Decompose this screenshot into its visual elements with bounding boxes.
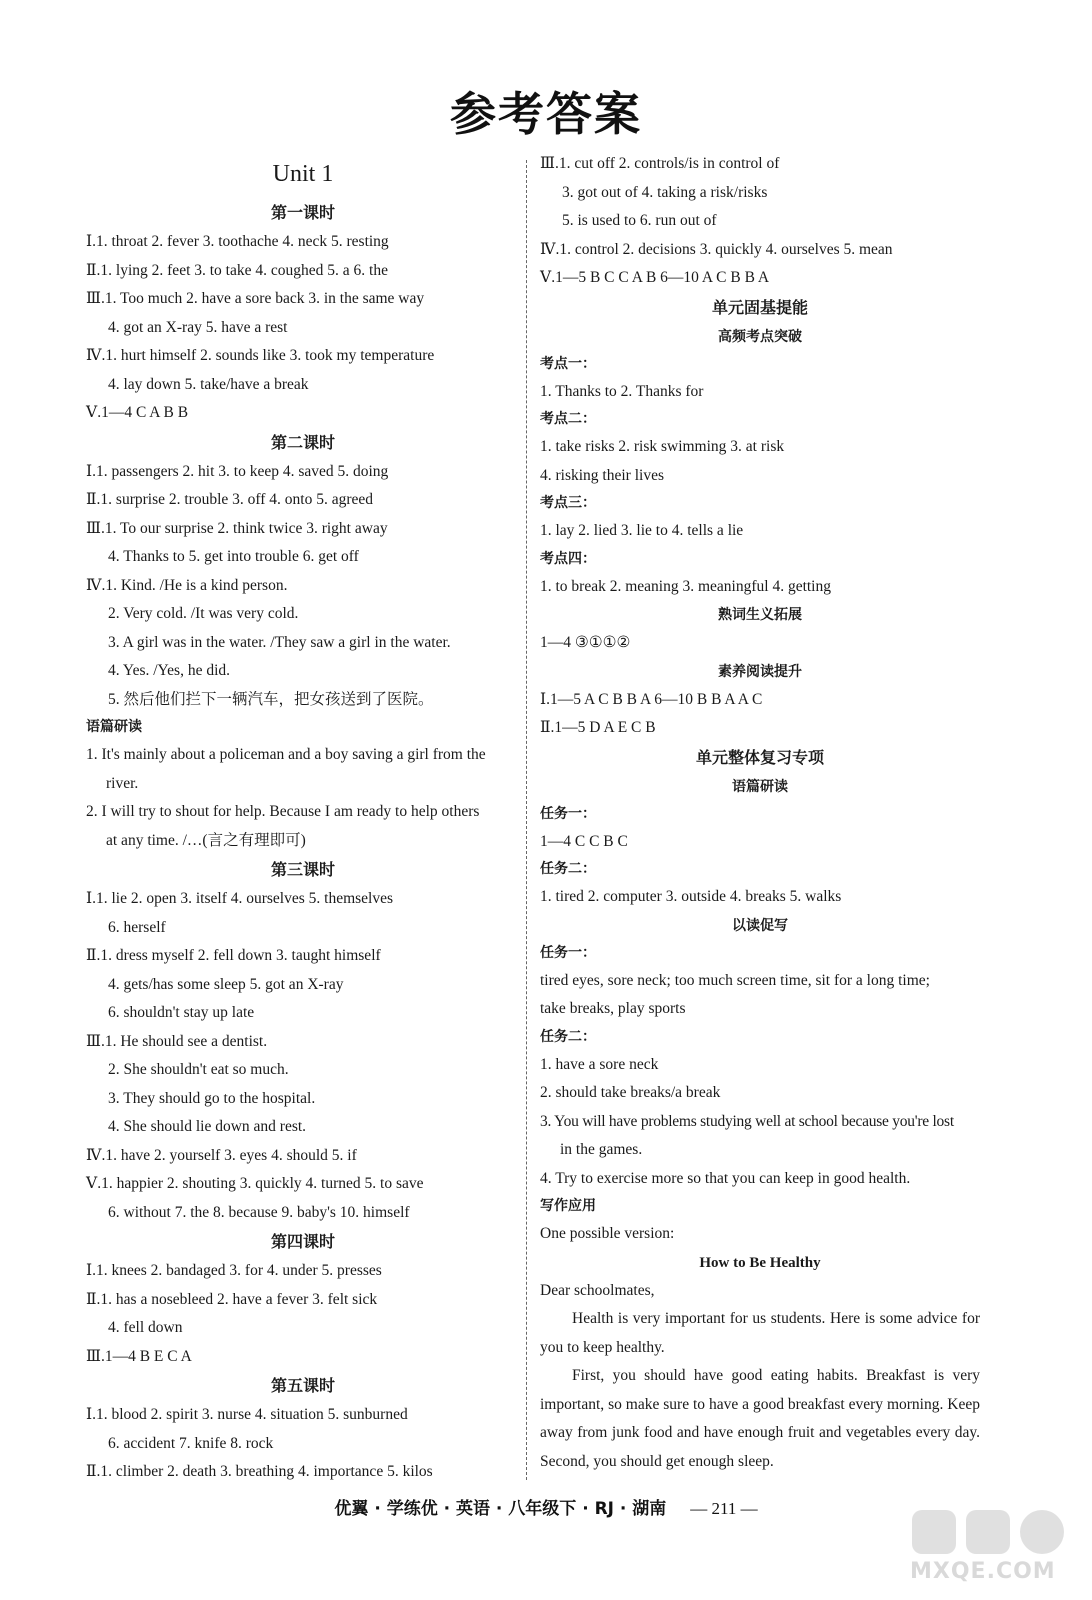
point-label: 考点二： <box>540 411 596 427</box>
task-label: 任务一： <box>540 944 596 961</box>
answer-line: 3. They should go to the hospital. <box>108 1089 316 1107</box>
answer-line: Ⅱ.1. has a nosebleed 2. have a fever 3. felt sick <box>86 1290 378 1308</box>
answer-line: Ⅰ.1. throat 2. fever 3. toothache 4. neck 5. resting <box>86 233 389 250</box>
answer-line: in the games. <box>560 1141 643 1158</box>
answer-line: 2. should take breaks/a break <box>540 1084 721 1101</box>
answer-line: 2. She shouldn't eat so much. <box>108 1061 289 1078</box>
essay-paragraph: First, you should have good eating habits. Breakfast is very important, so make sure to have a good breakfast every morning. Keep away from junk food and have enough fruit and vegetables every day. Second, you should get enough sleep. <box>540 1367 980 1470</box>
answer-line: 3. A girl was in the water. /They saw a girl in the water. <box>108 633 451 651</box>
essay-paragraph: Health is very important for us students. Here is some advice for you to keep healthy. <box>540 1310 980 1356</box>
answer-line: 4. risking their lives <box>540 466 664 484</box>
right-column <box>540 150 980 1476</box>
answer-line: 5. is used to 6. run out of <box>562 212 717 229</box>
literacy-heading: 素养阅读提升 <box>718 663 802 680</box>
unit-heading: Unit 1 <box>272 161 334 187</box>
task-label: 任务二： <box>540 861 596 877</box>
lesson-3-heading: 第三课时 <box>270 860 335 879</box>
answer-line: 6. herself <box>108 918 166 936</box>
frequent-points-heading: 高频考点突破 <box>718 328 802 345</box>
answer-line: 4. got an X-ray 5. have a rest <box>108 318 288 336</box>
essay-greeting: Dear schoolmates, <box>540 1281 655 1299</box>
task-label: 任务一： <box>540 805 596 822</box>
answer-line: 1. to break 2. meaning 3. meaningful 4. getting <box>540 577 831 595</box>
answer-line: Ⅲ.1. cut off 2. controls/is in control of <box>540 155 780 172</box>
unit-review-heading: 单元固基提能 <box>711 297 808 317</box>
answer-line: 4. Yes. /Yes, he did. <box>108 662 231 679</box>
answer-line: 1—4 C C B C <box>540 832 628 850</box>
answer-line: river. <box>106 774 139 792</box>
watermark <box>902 1504 1082 1586</box>
reading-heading: 语篇研读 <box>732 778 788 795</box>
lesson-2-heading: 第二课时 <box>270 432 335 452</box>
answer-line: Ⅱ.1. surprise 2. trouble 3. off 4. onto 5. agreed <box>86 491 374 508</box>
answer-line: take breaks, play sports <box>540 1000 686 1017</box>
answer-line: 1. Thanks to 2. Thanks for <box>540 382 704 400</box>
answer-line: Ⅰ.1. passengers 2. hit 3. to keep 4. saved 5. doing <box>86 462 389 480</box>
answer-line: 2. I will try to shout for help. Because I am ready to help others <box>86 803 480 820</box>
answer-line: 6. accident 7. knife 8. rock <box>108 1434 274 1452</box>
answer-line: tired eyes, sore neck; too much screen time, sit for a long time; <box>540 971 930 989</box>
version-label: One possible version: <box>540 1225 675 1242</box>
task-label: 任务二： <box>540 1028 596 1045</box>
answer-line: Ⅳ.1. hurt himself 2. sounds like 3. took my temperature <box>86 347 435 364</box>
answer-line: 4. fell down <box>108 1319 183 1336</box>
answer-line: 4. She should lie down and rest. <box>108 1118 307 1135</box>
unit-overall-review-heading: 单元整体复习专项 <box>695 747 824 767</box>
answer-line: 4. Try to exercise more so that you can keep in good health. <box>540 1169 911 1187</box>
writing-application-label: 写作应用 <box>540 1198 596 1214</box>
answer-line: Ⅴ.1—5 B C C A B 6—10 A C B B A <box>540 269 770 286</box>
point-label: 考点三： <box>540 495 596 511</box>
answer-line: 3. You will have problems studying well at school because you're lost <box>540 1112 954 1130</box>
answer-line: Ⅱ.1. climber 2. death 3. breathing 4. importance 5. kilos <box>86 1463 433 1480</box>
answer-line: 4. lay down 5. take/have a break <box>108 375 309 393</box>
answer-line: 6. without 7. the 8. because 9. baby's 10. himself <box>108 1203 410 1221</box>
essay-title: How to Be Healthy <box>699 1254 821 1271</box>
answer-line: 1. tired 2. computer 3. outside 4. breaks 5. walks <box>540 888 842 905</box>
answer-line: 1. take risks 2. risk swimming 3. at risk <box>540 438 785 455</box>
answer-line: 1. have a sore neck <box>540 1055 659 1073</box>
answer-line: 4. gets/has some sleep 5. got an X-ray <box>108 975 344 993</box>
answer-line: 6. shouldn't stay up late <box>108 1004 255 1021</box>
answer-line: Ⅰ.1. blood 2. spirit 3. nurse 4. situation 5. sunburned <box>86 1406 408 1423</box>
answer-line: 5. 然后他们拦下一辆汽车，把女孩送到了医院。 <box>108 690 434 708</box>
answer-line: 1. It's mainly about a policeman and a boy saving a girl from the <box>86 746 486 763</box>
writing-heading: 以读促写 <box>732 917 788 934</box>
lesson-4-heading: 第四课时 <box>270 1232 335 1251</box>
vocab-heading: 熟词生义拓展 <box>718 607 802 623</box>
answer-line: Ⅰ.1—5 A C B B A 6—10 B B A A C <box>540 690 763 708</box>
answer-line: Ⅲ.1. To our surprise 2. think twice 3. right away <box>86 519 388 537</box>
answer-line: 3. got out of 4. taking a risk/risks <box>562 183 768 201</box>
answer-line: at any time. /…(言之有理即可) <box>106 831 306 849</box>
point-label: 考点四： <box>540 550 596 567</box>
lesson-1-heading: 第一课时 <box>270 203 335 222</box>
reading-subheading: 语篇研读 <box>86 719 142 735</box>
answer-line: Ⅰ.1. lie 2. open 3. itself 4. ourselves 5. themselves <box>86 890 394 907</box>
page-title: 参考答案 <box>450 87 642 141</box>
lesson-5-heading: 第五课时 <box>270 1376 335 1395</box>
book-info: 优翼 · 学练优 · 英语 · 八年级下 · RJ · 湖南 <box>334 1499 667 1519</box>
answer-line: 1—4 ③①①② <box>540 634 631 651</box>
answer-line: 1. lay 2. lied 3. lie to 4. tells a lie <box>540 522 744 539</box>
answer-line: Ⅰ.1. knees 2. bandaged 3. for 4. under 5. presses <box>86 1262 382 1279</box>
answer-line: Ⅴ.1—4 C A B B <box>86 404 189 421</box>
answer-line: Ⅱ.1. dress myself 2. fell down 3. taught himself <box>86 947 381 964</box>
answer-line: Ⅲ.1—4 B E C A <box>86 1347 192 1365</box>
column-divider <box>526 160 527 1480</box>
answer-line: Ⅳ.1. Kind. /He is a kind person. <box>86 576 288 594</box>
answer-line: Ⅳ.1. have 2. yourself 3. eyes 4. should 5. if <box>86 1146 357 1164</box>
answer-line: Ⅱ.1—5 D A E C B <box>540 719 656 736</box>
page-number: — 211 — <box>690 1499 758 1518</box>
left-column <box>86 150 520 1487</box>
answer-line: Ⅲ.1. He should see a dentist. <box>86 1032 268 1050</box>
answer-line: Ⅲ.1. Too much 2. have a sore back 3. in the same way <box>86 290 425 307</box>
answer-line: Ⅴ.1. happier 2. shouting 3. quickly 4. turned 5. to save <box>86 1175 424 1192</box>
answer-line: 2. Very cold. /It was very cold. <box>108 605 299 622</box>
point-label: 考点一： <box>540 355 596 372</box>
answer-line: 4. Thanks to 5. get into trouble 6. get off <box>108 548 359 565</box>
watermark-logo-icon <box>902 1504 1082 1564</box>
answer-line: Ⅱ.1. lying 2. feet 3. to take 4. coughed 5. a 6. the <box>86 261 388 279</box>
answer-line: Ⅳ.1. control 2. decisions 3. quickly 4. ourselves 5. mean <box>540 240 893 258</box>
watermark-text: MXQE.COM <box>910 1559 1056 1584</box>
